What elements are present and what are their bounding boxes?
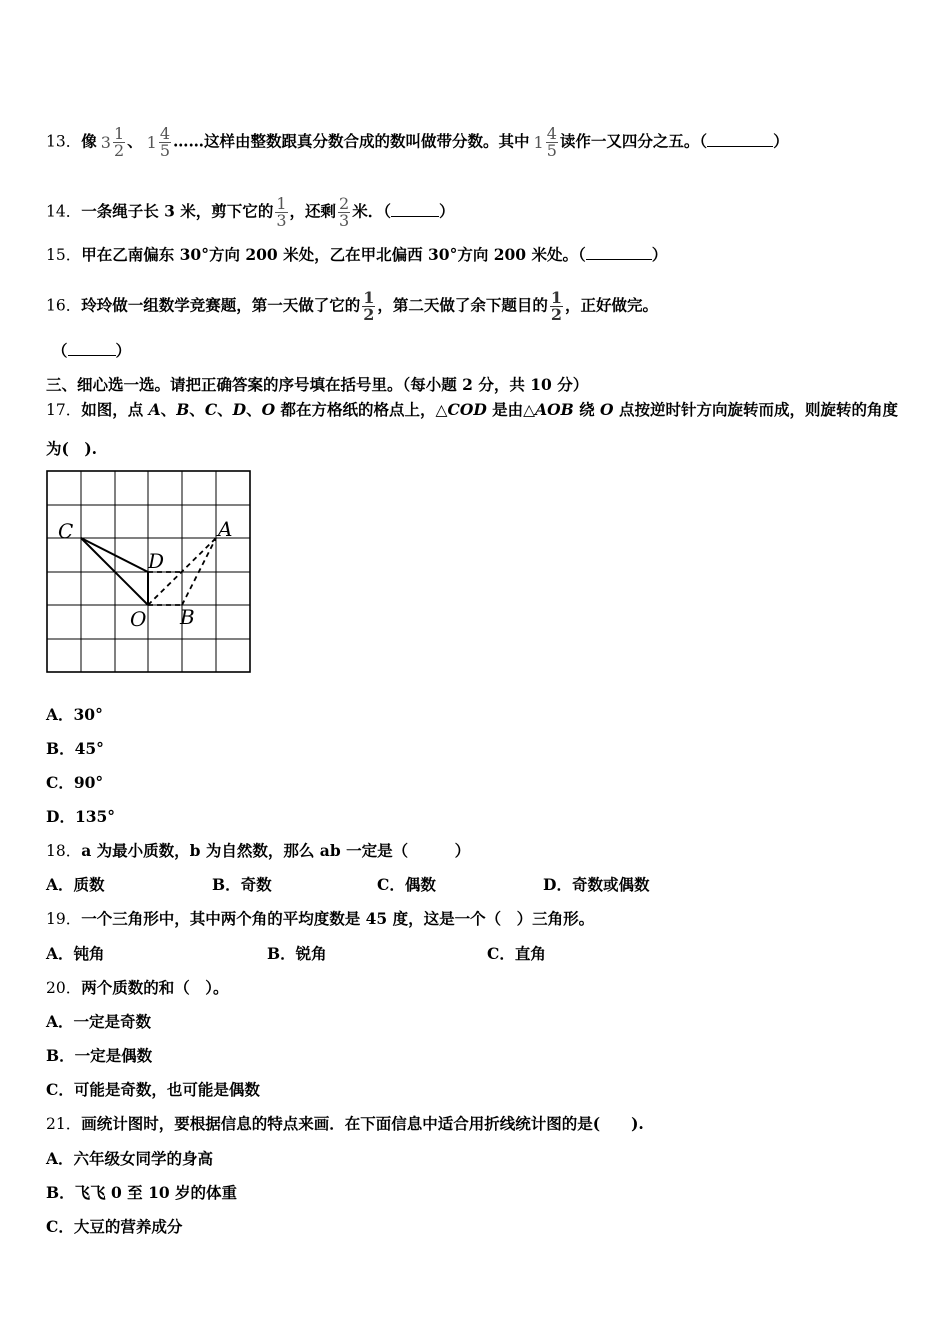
option-b[interactable]: B．飞飞 0 至 10 岁的体重 bbox=[46, 1183, 238, 1202]
option-b[interactable]: B．一定是偶数 bbox=[46, 1046, 153, 1065]
fraction: $\frac{1}{2}$ bbox=[113, 124, 125, 160]
answer-blank[interactable] bbox=[586, 247, 652, 260]
option-d[interactable]: D．奇数或偶数 bbox=[543, 875, 650, 894]
option-a[interactable]: A．30° bbox=[46, 705, 103, 724]
question-15: 15．甲在乙南偏东 30°方向 200 米处，乙在甲北偏西 30°方向 200 米处。（ ） bbox=[46, 245, 668, 264]
fraction: $\frac{4}{5}$ bbox=[546, 124, 557, 160]
fraction: $\frac{4}{5}$ bbox=[159, 124, 171, 160]
option-d[interactable]: D．135° bbox=[46, 807, 116, 826]
option-a[interactable]: A．质数 bbox=[46, 875, 105, 894]
question-number: 18． bbox=[46, 842, 82, 860]
label-b: B bbox=[180, 605, 195, 629]
option-a[interactable]: A．一定是奇数 bbox=[46, 1012, 152, 1031]
question-17: 17．如图，点 A、B、C、D、O 都在方格纸的格点上，△COD 是由△AOB 绕 O 点按逆时针方向旋转而成，则旋转的角度 bbox=[46, 400, 898, 419]
question-number: 19． bbox=[46, 910, 82, 928]
answer-blank[interactable] bbox=[391, 204, 439, 217]
question-16-answer: （ ） bbox=[52, 341, 132, 360]
option-b[interactable]: B．45° bbox=[46, 739, 104, 758]
question-number: 14． bbox=[46, 202, 82, 221]
option-c[interactable]: C．可能是奇数，也可能是偶数 bbox=[46, 1080, 260, 1099]
option-b[interactable]: B．奇数 bbox=[212, 875, 272, 894]
question-14: 14．一条绳子长 3 米，剪下它的 $\frac{1}{3}$ ，还剩 $\frac{2}{3}$ 米．（ ） bbox=[46, 194, 455, 230]
question-20: 20．两个质数的和（ ）。 bbox=[46, 978, 229, 997]
question-number: 16． bbox=[46, 296, 82, 315]
option-c[interactable]: C．直角 bbox=[487, 944, 546, 963]
question-19: 19．一个三角形中，其中两个角的平均度数是 45 度，这是一个（ ）三角形。 bbox=[46, 909, 595, 928]
question-number: 17． bbox=[46, 401, 82, 419]
question-13: 13．像 3 $\frac{1}{2}$ 、 1 $\frac{4}{5}$ ……这样由整数跟真分数合成的数叫做带分数。其中 1 $\frac{4}{5}$ 读作一又四分之五。（ ） bbox=[46, 124, 789, 160]
option-c[interactable]: C．90° bbox=[46, 773, 104, 792]
answer-blank[interactable] bbox=[707, 134, 773, 147]
option-a[interactable]: A．钝角 bbox=[46, 944, 105, 963]
option-a[interactable]: A．六年级女同学的身高 bbox=[46, 1149, 214, 1168]
fraction: $\frac{1}{2}$ bbox=[363, 288, 375, 324]
label-d: D bbox=[148, 549, 165, 573]
question-21: 21．画统计图时，要根据信息的特点来画．在下面信息中适合用折线统计图的是( ). bbox=[46, 1114, 644, 1133]
label-o: O bbox=[130, 607, 147, 631]
question-number: 20． bbox=[46, 979, 82, 997]
fraction: $\frac{1}{3}$ bbox=[276, 194, 287, 230]
section-heading: 三、细心选一选。请把正确答案的序号填在括号里。（每小题 2 分，共 10 分） bbox=[46, 375, 589, 394]
fraction: $\frac{2}{3}$ bbox=[339, 194, 350, 230]
question-17-line2: 为( ). bbox=[46, 439, 98, 458]
question-number: 21． bbox=[46, 1115, 82, 1133]
grid-figure bbox=[44, 468, 254, 676]
label-c: C bbox=[58, 519, 74, 543]
option-c[interactable]: C．大豆的营养成分 bbox=[46, 1217, 183, 1236]
question-16: 16．玲玲做一组数学竞赛题，第一天做了它的 $\frac{1}{2}$ ，第二天做了余下题目的 $\frac{1}{2}$ ，正好做完。 bbox=[46, 288, 659, 324]
question-number: 13． bbox=[46, 132, 82, 151]
option-b[interactable]: B．锐角 bbox=[267, 944, 327, 963]
label-a: A bbox=[218, 517, 233, 541]
question-number: 15． bbox=[46, 246, 82, 264]
answer-blank[interactable] bbox=[68, 343, 116, 356]
option-c[interactable]: C．偶数 bbox=[377, 875, 436, 894]
question-18: 18．a 为最小质数，b 为自然数，那么 ab 一定是（ ） bbox=[46, 841, 471, 860]
fraction: $\frac{1}{2}$ bbox=[550, 288, 563, 324]
